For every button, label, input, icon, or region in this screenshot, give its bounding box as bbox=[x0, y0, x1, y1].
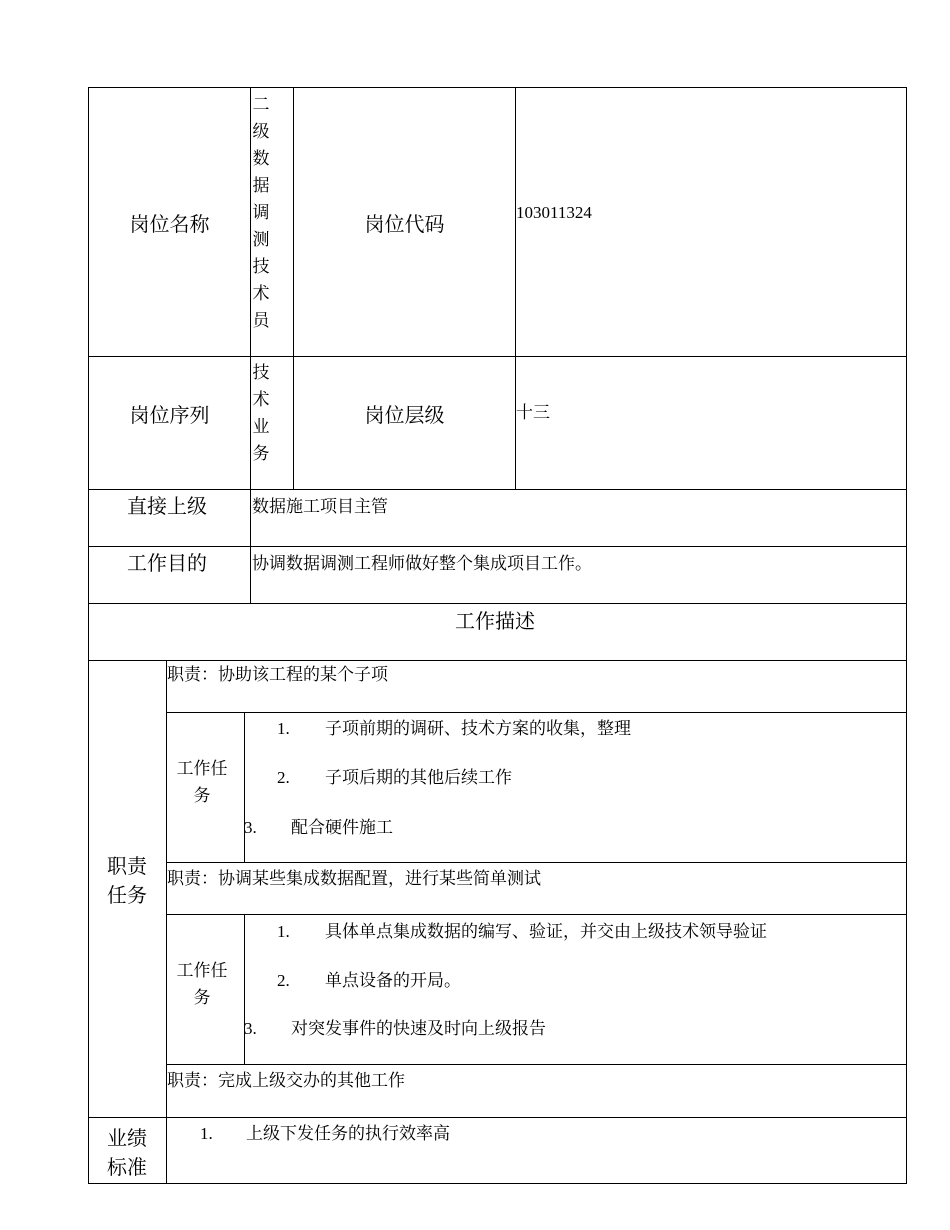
performance-num-1: 1. bbox=[200, 1124, 213, 1143]
post-name-value: 二 级 数 据 调 测 技 术 员 bbox=[252, 95, 270, 330]
post-level-label: 岗位层级 bbox=[364, 404, 445, 427]
duty-1: 职责：协助该工程的某个子项 bbox=[167, 665, 388, 684]
task-label-1: 工作任 务 bbox=[176, 759, 228, 805]
description-header: 工作描述 bbox=[455, 611, 535, 633]
duty2-task-num-1: 1. bbox=[277, 922, 290, 941]
duty2-task-3: 对突发事件的快速及时向上级报告 bbox=[291, 1019, 546, 1038]
duty-3: 职责：完成上级交办的其他工作 bbox=[167, 1071, 405, 1090]
post-level-value: 十三 bbox=[516, 403, 550, 422]
post-name-label: 岗位名称 bbox=[129, 213, 210, 236]
duty1-task-num-2: 2. bbox=[277, 768, 290, 787]
post-code-value: 103011324 bbox=[516, 203, 592, 222]
duty1-task-3: 配合硬件施工 bbox=[291, 818, 393, 837]
performance-label: 业绩 标准 bbox=[107, 1128, 147, 1179]
superior-label: 直接上级 bbox=[127, 496, 207, 518]
duty1-task-num-3: 3. bbox=[244, 818, 257, 837]
duty2-task-num-2: 2. bbox=[277, 971, 290, 990]
duty1-task-2: 子项后期的其他后续工作 bbox=[325, 768, 512, 787]
post-series-value: 技 术 业 务 bbox=[252, 363, 270, 463]
performance-item-1: 上级下发任务的执行效率高 bbox=[246, 1124, 450, 1143]
purpose-value: 协调数据调测工程师做好整个集成项目工作。 bbox=[252, 554, 592, 573]
duty2-task-2: 单点设备的开局。 bbox=[325, 971, 461, 990]
superior-value: 数据施工项目主管 bbox=[252, 497, 388, 516]
duty2-task-num-3: 3. bbox=[244, 1019, 257, 1038]
purpose-label: 工作目的 bbox=[127, 553, 207, 575]
duty1-task-num-1: 1. bbox=[277, 719, 290, 738]
post-code-label: 岗位代码 bbox=[364, 213, 445, 236]
duty1-task-1: 子项前期的调研、技术方案的收集，整理 bbox=[325, 719, 631, 738]
duty-2: 职责：协调某些集成数据配置，进行某些简单测试 bbox=[167, 869, 541, 888]
duty2-task-1: 具体单点集成数据的编写、验证，并交由上级技术领导验证 bbox=[325, 922, 767, 941]
duties-label: 职责 任务 bbox=[107, 856, 147, 907]
post-series-label: 岗位序列 bbox=[129, 404, 210, 427]
task-label-2: 工作任 务 bbox=[176, 961, 228, 1007]
